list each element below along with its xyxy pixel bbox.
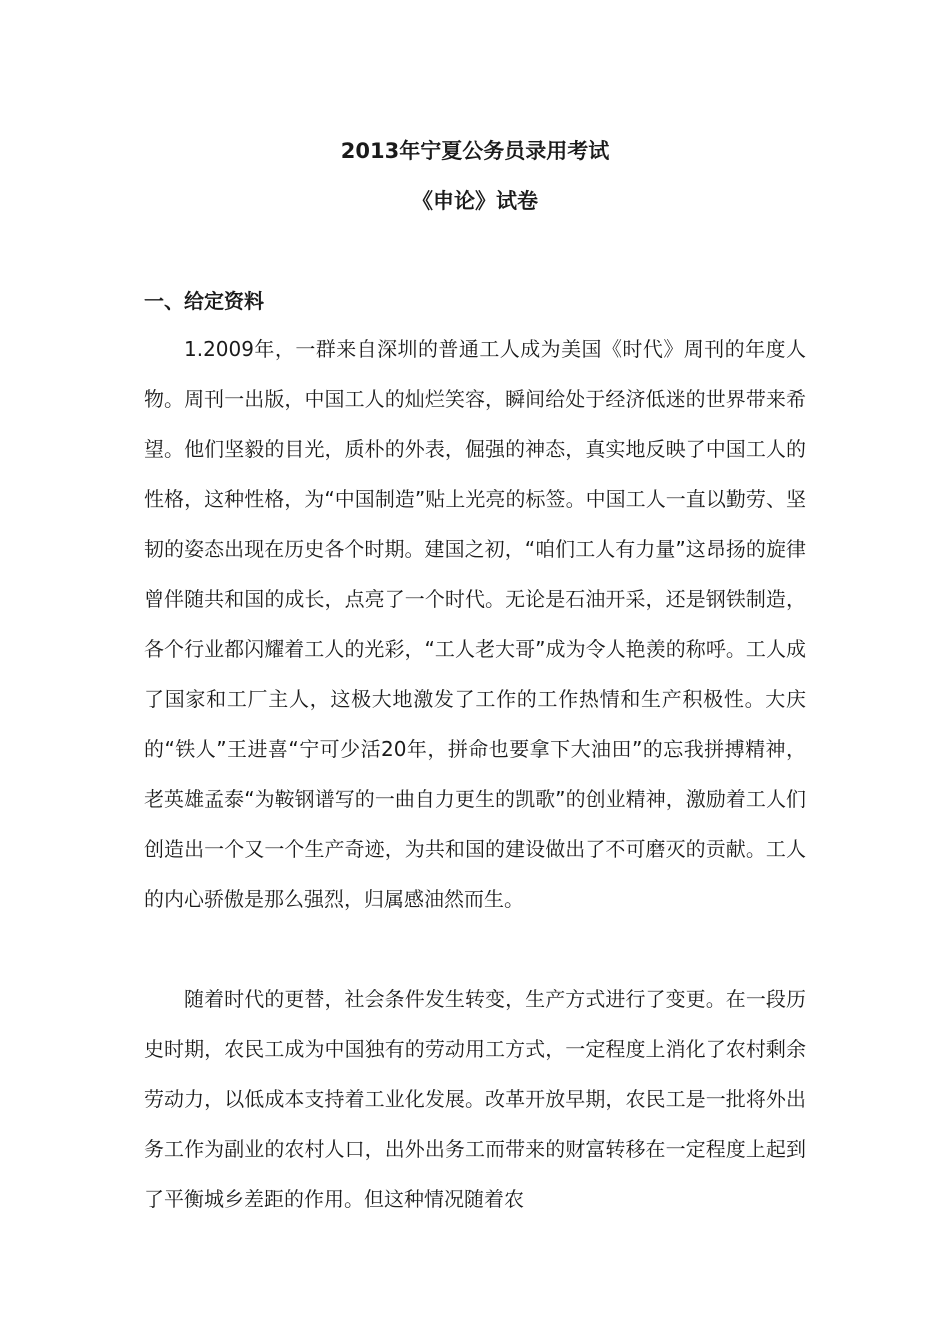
document-subtitle: 《申论》试卷 xyxy=(412,189,538,213)
section-heading: 一、给定资料 xyxy=(144,289,264,313)
document-title: 2013年宁夏公务员录用考试 xyxy=(340,139,610,163)
paragraph-2: 随着时代的更替，社会条件发生转变，生产方式进行了变更。在一段历史时期，农民工成为中国独有的劳动用工方式，一定程度上消化了农村剩余劳动力，以低成本支持着工业化发展。改革开放早期，农民工是一批将外出务工作为副业的农村人口，出外出务工而带来的财富转移在一定程度上起到了平衡城乡差距的作用。但这种情况随着农 xyxy=(144,987,806,1211)
paragraph-1: 1.2009年，一群来自深圳的普通工人成为美国《时代》周刊的年度人物。周刊一出版，中国工人的灿烂笑容，瞬间给处于经济低迷的世界带来希望。他们坚毅的目光，质朴的外表，倔强的神态，真实地反映了中国工人的性格，这种性格，为“中国制造”贴上光亮的标签。中国工人一直以勤劳、坚韧的姿态出现在历史各个时期。建国之初，“咱们工人有力量”这昂扬的旋律曾伴随共和国的成长，点亮了一个时代。无论是石油开采，还是钢铁制造，各个行业都闪耀着工人的光彩，“工人老大哥”成为令人艳羡的称呼。工人成了国家和工厂主人，这极大地激发了工作的工作热情和生产积极性。大庆的“铁人”王进喜“宁可少活20年，拼命也要拿下大油田”的忘我拼搏精神，老英雄孟泰“为鞍钢谱写的一曲自力更生的凯歌”的创业精神，激励着工人们创造出一个又一个生产奇迹，为共和国的建设做出了不可磨灭的贡献。工人的内心骄傲是那么强烈，归属感油然而生。 xyxy=(144,337,806,911)
